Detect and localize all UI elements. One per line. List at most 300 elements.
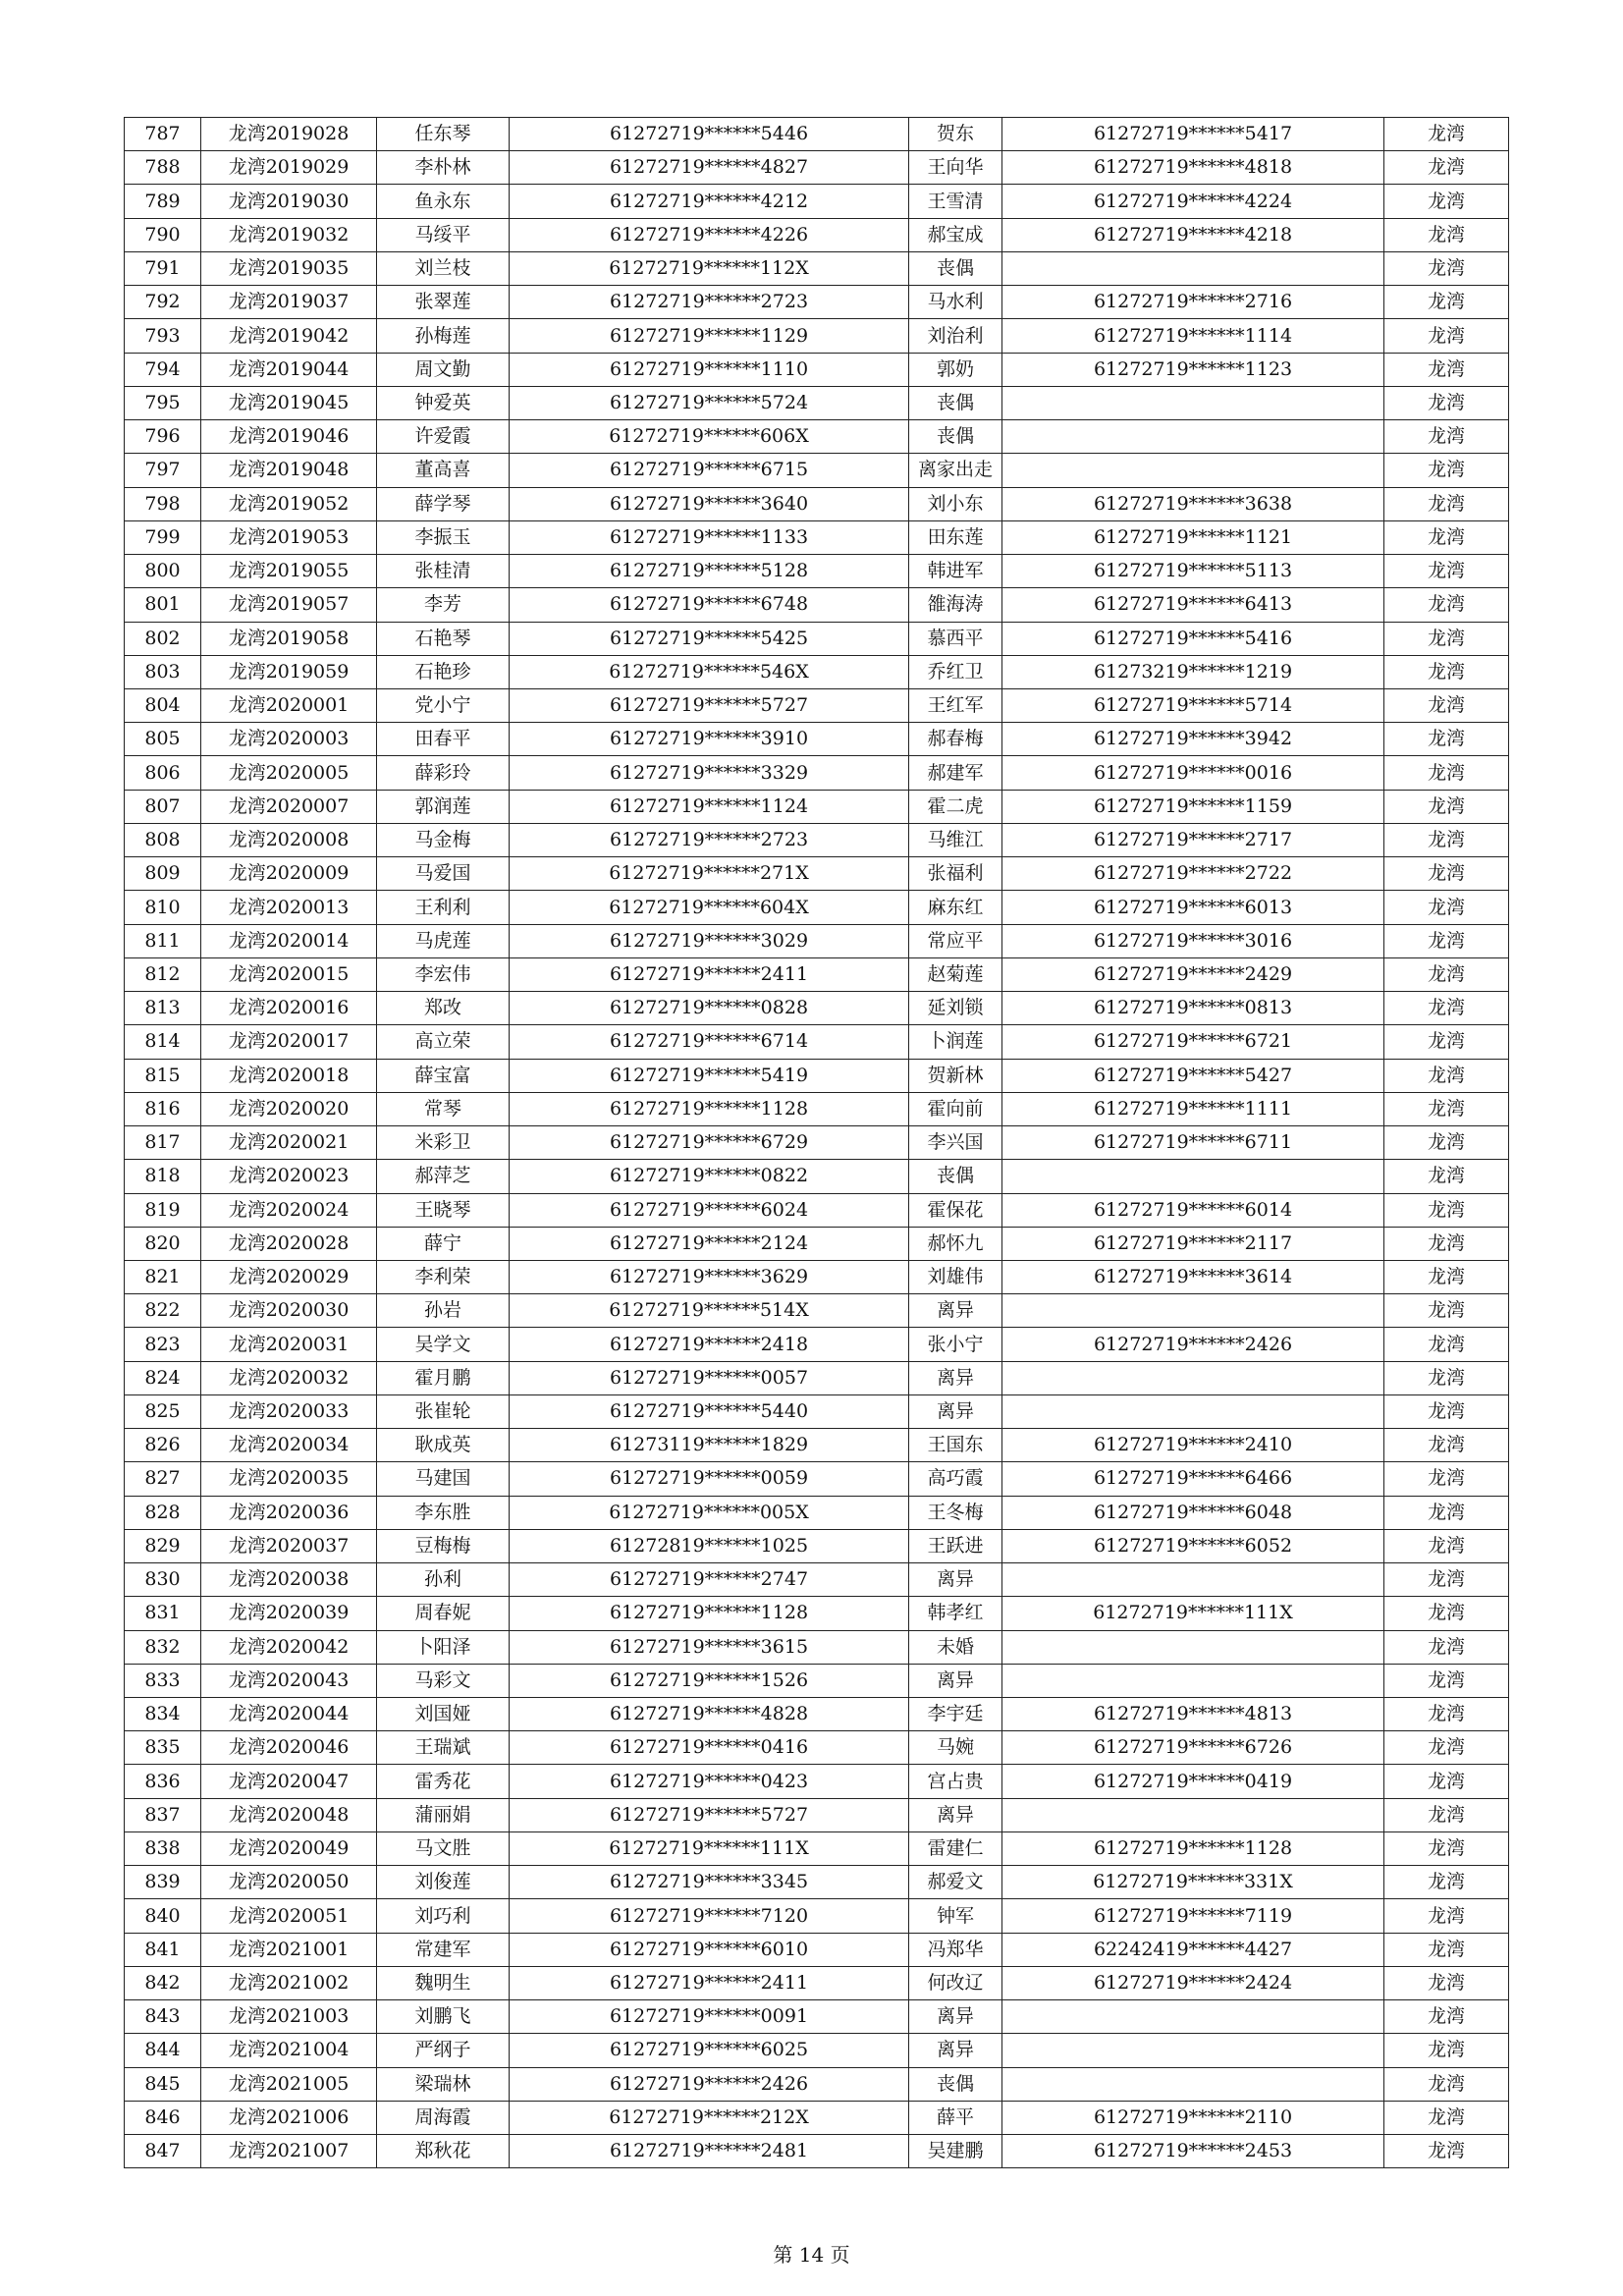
cell-applicant-name: 张翠莲 (377, 286, 510, 319)
cell-applicant-id-number: 61272719******0416 (510, 1731, 909, 1765)
cell-village: 龙湾 (1384, 1462, 1509, 1496)
cell-applicant-name: 董高喜 (377, 454, 510, 487)
cell-spouse-id-number: 61272719******331X (1002, 1866, 1384, 1899)
cell-village: 龙湾 (1384, 723, 1509, 756)
cell-record-id: 龙湾2020047 (201, 1765, 377, 1798)
cell-spouse-or-status: 马婉 (909, 1731, 1002, 1765)
cell-record-id: 龙湾2019028 (201, 118, 377, 151)
cell-spouse-id-number: 61272719******1123 (1002, 353, 1384, 386)
table-row (125, 1193, 1509, 1227)
cell-spouse-or-status: 赵菊莲 (909, 957, 1002, 991)
cell-record-id: 龙湾2020035 (201, 1462, 377, 1496)
cell-spouse-or-status: 郝春梅 (909, 723, 1002, 756)
cell-row-number: 810 (125, 891, 201, 924)
cell-record-id: 龙湾2019057 (201, 588, 377, 622)
cell-row-number: 844 (125, 2034, 201, 2067)
cell-spouse-id-number: 61272719******1111 (1002, 1092, 1384, 1125)
cell-village: 龙湾 (1384, 2034, 1509, 2067)
cell-spouse-or-status: 韩孝红 (909, 1597, 1002, 1630)
cell-village: 龙湾 (1384, 957, 1509, 991)
cell-village: 龙湾 (1384, 1260, 1509, 1293)
cell-spouse-or-status: 贺新林 (909, 1059, 1002, 1092)
cell-spouse-or-status: 王向华 (909, 151, 1002, 185)
cell-applicant-id-number: 61272719******112X (510, 251, 909, 285)
cell-applicant-name: 孙梅莲 (377, 319, 510, 353)
cell-spouse-or-status: 霍二虎 (909, 790, 1002, 823)
cell-record-id: 龙湾2020013 (201, 891, 377, 924)
cell-applicant-id-number: 61272719******0822 (510, 1160, 909, 1193)
cell-applicant-name: 孙岩 (377, 1294, 510, 1328)
cell-village: 龙湾 (1384, 1429, 1509, 1462)
cell-village: 龙湾 (1384, 655, 1509, 688)
cell-applicant-id-number: 61272719******271X (510, 857, 909, 891)
table-row (125, 1092, 1509, 1125)
cell-record-id: 龙湾2019032 (201, 218, 377, 251)
table-row (125, 1765, 1509, 1798)
cell-spouse-id-number (1002, 1563, 1384, 1597)
cell-applicant-id-number: 61272719******1128 (510, 1092, 909, 1125)
cell-spouse-id-number: 61272719******0016 (1002, 756, 1384, 790)
cell-record-id: 龙湾2020016 (201, 992, 377, 1025)
cell-village: 龙湾 (1384, 218, 1509, 251)
cell-row-number: 813 (125, 992, 201, 1025)
cell-applicant-id-number: 61272719******212X (510, 2101, 909, 2134)
cell-village: 龙湾 (1384, 924, 1509, 957)
cell-applicant-id-number: 61272719******1110 (510, 353, 909, 386)
cell-village: 龙湾 (1384, 1630, 1509, 1664)
cell-row-number: 814 (125, 1025, 201, 1059)
cell-row-number: 818 (125, 1160, 201, 1193)
cell-applicant-id-number: 61272719******5727 (510, 1798, 909, 1831)
cell-spouse-id-number: 61272719******2410 (1002, 1429, 1384, 1462)
cell-record-id: 龙湾2020003 (201, 723, 377, 756)
cell-spouse-or-status: 郝宝成 (909, 218, 1002, 251)
cell-applicant-name: 薛宁 (377, 1227, 510, 1260)
cell-applicant-id-number: 61272719******3615 (510, 1630, 909, 1664)
cell-village: 龙湾 (1384, 1563, 1509, 1597)
cell-applicant-id-number: 61272719******3910 (510, 723, 909, 756)
cell-spouse-or-status: 丧偶 (909, 251, 1002, 285)
cell-applicant-id-number: 61272719******2418 (510, 1328, 909, 1361)
cell-village: 龙湾 (1384, 1664, 1509, 1697)
cell-village: 龙湾 (1384, 1831, 1509, 1865)
cell-spouse-id-number (1002, 386, 1384, 419)
cell-applicant-name: 蒲丽娟 (377, 1798, 510, 1831)
cell-spouse-or-status: 麻东红 (909, 891, 1002, 924)
cell-applicant-name: 雷秀花 (377, 1765, 510, 1798)
cell-record-id: 龙湾2019029 (201, 151, 377, 185)
table-row (125, 1899, 1509, 1933)
cell-spouse-or-status: 离异 (909, 1394, 1002, 1428)
cell-record-id: 龙湾2019055 (201, 555, 377, 588)
cell-row-number: 819 (125, 1193, 201, 1227)
table-row (125, 2067, 1509, 2101)
cell-village: 龙湾 (1384, 857, 1509, 891)
cell-spouse-id-number (1002, 1630, 1384, 1664)
cell-row-number: 825 (125, 1394, 201, 1428)
table-row (125, 2000, 1509, 2034)
cell-spouse-id-number (1002, 1361, 1384, 1394)
cell-spouse-id-number: 61272719******6048 (1002, 1496, 1384, 1529)
table-row (125, 487, 1509, 520)
cell-row-number: 811 (125, 924, 201, 957)
cell-spouse-id-number: 61272719******3614 (1002, 1260, 1384, 1293)
cell-applicant-name: 薛宝富 (377, 1059, 510, 1092)
cell-village: 龙湾 (1384, 790, 1509, 823)
cell-applicant-id-number: 61272719******3640 (510, 487, 909, 520)
cell-row-number: 794 (125, 353, 201, 386)
cell-record-id: 龙湾2021007 (201, 2135, 377, 2168)
cell-spouse-id-number: 61272719******7119 (1002, 1899, 1384, 1933)
table-row (125, 1698, 1509, 1731)
cell-spouse-id-number: 61272719******2429 (1002, 957, 1384, 991)
cell-spouse-id-number: 61272719******1114 (1002, 319, 1384, 353)
cell-row-number: 791 (125, 251, 201, 285)
cell-spouse-or-status: 高巧霞 (909, 1462, 1002, 1496)
table-row (125, 151, 1509, 185)
cell-applicant-id-number: 61272719******005X (510, 1496, 909, 1529)
cell-applicant-id-number: 61272719******0059 (510, 1462, 909, 1496)
cell-row-number: 812 (125, 957, 201, 991)
cell-applicant-id-number: 61272719******1129 (510, 319, 909, 353)
table-row (125, 1563, 1509, 1597)
cell-spouse-or-status: 郭奶 (909, 353, 1002, 386)
cell-record-id: 龙湾2020007 (201, 790, 377, 823)
cell-spouse-or-status: 离异 (909, 2034, 1002, 2067)
cell-spouse-id-number: 61272719******6413 (1002, 588, 1384, 622)
cell-spouse-id-number (1002, 1664, 1384, 1697)
cell-applicant-name: 刘国娅 (377, 1698, 510, 1731)
cell-village: 龙湾 (1384, 1294, 1509, 1328)
records-table (124, 117, 1509, 2168)
table-row (125, 622, 1509, 655)
cell-applicant-name: 吴学文 (377, 1328, 510, 1361)
cell-spouse-id-number (1002, 251, 1384, 285)
cell-applicant-name: 李芳 (377, 588, 510, 622)
table-row (125, 1496, 1509, 1529)
cell-applicant-name: 薛学琴 (377, 487, 510, 520)
cell-village: 龙湾 (1384, 1193, 1509, 1227)
cell-spouse-or-status: 丧偶 (909, 2067, 1002, 2101)
cell-spouse-id-number: 61272719******4813 (1002, 1698, 1384, 1731)
cell-village: 龙湾 (1384, 1092, 1509, 1125)
cell-applicant-name: 马爱国 (377, 857, 510, 891)
cell-village: 龙湾 (1384, 286, 1509, 319)
cell-record-id: 龙湾2019058 (201, 622, 377, 655)
cell-applicant-id-number: 61272719******2747 (510, 1563, 909, 1597)
cell-applicant-id-number: 61272719******0828 (510, 992, 909, 1025)
table-row (125, 420, 1509, 454)
cell-applicant-id-number: 61272719******514X (510, 1294, 909, 1328)
cell-applicant-id-number: 61272719******1526 (510, 1664, 909, 1697)
cell-record-id: 龙湾2020029 (201, 1260, 377, 1293)
table-row (125, 1126, 1509, 1160)
cell-record-id: 龙湾2021003 (201, 2000, 377, 2034)
cell-applicant-name: 周海霞 (377, 2101, 510, 2134)
cell-spouse-or-status: 郝建军 (909, 756, 1002, 790)
table-row (125, 1597, 1509, 1630)
cell-village: 龙湾 (1384, 185, 1509, 218)
table-row (125, 1394, 1509, 1428)
table-row (125, 924, 1509, 957)
cell-spouse-id-number (1002, 454, 1384, 487)
cell-spouse-id-number: 61272719******0813 (1002, 992, 1384, 1025)
cell-row-number: 845 (125, 2067, 201, 2101)
cell-row-number: 799 (125, 520, 201, 554)
cell-row-number: 803 (125, 655, 201, 688)
table-row (125, 857, 1509, 891)
cell-record-id: 龙湾2020028 (201, 1227, 377, 1260)
cell-village: 龙湾 (1384, 588, 1509, 622)
cell-applicant-id-number: 61272719******6748 (510, 588, 909, 622)
cell-spouse-or-status: 离异 (909, 1664, 1002, 1697)
cell-spouse-id-number: 61272719******2453 (1002, 2135, 1384, 2168)
cell-row-number: 831 (125, 1597, 201, 1630)
cell-applicant-id-number: 61272719******6010 (510, 1933, 909, 1966)
cell-record-id: 龙湾2020034 (201, 1429, 377, 1462)
cell-applicant-id-number: 61272719******111X (510, 1831, 909, 1865)
cell-applicant-id-number: 61272719******1128 (510, 1597, 909, 1630)
table-row (125, 520, 1509, 554)
table-row (125, 1260, 1509, 1293)
cell-spouse-or-status: 延刘锁 (909, 992, 1002, 1025)
cell-village: 龙湾 (1384, 319, 1509, 353)
cell-spouse-or-status: 贺东 (909, 118, 1002, 151)
cell-village: 龙湾 (1384, 1361, 1509, 1394)
cell-record-id: 龙湾2020033 (201, 1394, 377, 1428)
cell-spouse-id-number: 61272719******2717 (1002, 823, 1384, 856)
cell-record-id: 龙湾2019048 (201, 454, 377, 487)
table-row (125, 1294, 1509, 1328)
table-row (125, 655, 1509, 688)
cell-applicant-name: 李振玉 (377, 520, 510, 554)
cell-applicant-name: 张桂清 (377, 555, 510, 588)
table-row (125, 218, 1509, 251)
cell-row-number: 824 (125, 1361, 201, 1394)
cell-applicant-id-number: 61272719******5440 (510, 1394, 909, 1428)
cell-spouse-or-status: 王国东 (909, 1429, 1002, 1462)
table-row (125, 2101, 1509, 2134)
cell-applicant-name: 耿成英 (377, 1429, 510, 1462)
cell-applicant-name: 严纲子 (377, 2034, 510, 2067)
cell-applicant-id-number: 61272719******4828 (510, 1698, 909, 1731)
cell-applicant-name: 米彩卫 (377, 1126, 510, 1160)
cell-record-id: 龙湾2020017 (201, 1025, 377, 1059)
cell-spouse-id-number: 61272719******2424 (1002, 1966, 1384, 1999)
cell-applicant-id-number: 61272719******2481 (510, 2135, 909, 2168)
cell-row-number: 817 (125, 1126, 201, 1160)
cell-spouse-id-number: 61272719******6466 (1002, 1462, 1384, 1496)
cell-applicant-name: 张崔轮 (377, 1394, 510, 1428)
cell-record-id: 龙湾2020044 (201, 1698, 377, 1731)
cell-applicant-id-number: 61273119******1829 (510, 1429, 909, 1462)
cell-row-number: 816 (125, 1092, 201, 1125)
cell-applicant-id-number: 61272719******2426 (510, 2067, 909, 2101)
cell-applicant-name: 高立荣 (377, 1025, 510, 1059)
cell-village: 龙湾 (1384, 1966, 1509, 1999)
cell-row-number: 847 (125, 2135, 201, 2168)
cell-record-id: 龙湾2020030 (201, 1294, 377, 1328)
cell-applicant-name: 薛彩玲 (377, 756, 510, 790)
cell-village: 龙湾 (1384, 118, 1509, 151)
cell-applicant-id-number: 61272719******0091 (510, 2000, 909, 2034)
cell-record-id: 龙湾2021001 (201, 1933, 377, 1966)
cell-applicant-name: 王瑞斌 (377, 1731, 510, 1765)
cell-village: 龙湾 (1384, 520, 1509, 554)
cell-applicant-name: 魏明生 (377, 1966, 510, 1999)
cell-applicant-id-number: 61272719******4212 (510, 185, 909, 218)
cell-applicant-name: 马虎莲 (377, 924, 510, 957)
table-row (125, 2135, 1509, 2168)
cell-applicant-name: 钟爱英 (377, 386, 510, 419)
cell-spouse-or-status: 薛平 (909, 2101, 1002, 2134)
cell-village: 龙湾 (1384, 1496, 1509, 1529)
cell-row-number: 830 (125, 1563, 201, 1597)
cell-village: 龙湾 (1384, 2135, 1509, 2168)
cell-spouse-id-number: 61272719******5427 (1002, 1059, 1384, 1092)
cell-applicant-name: 许爱霞 (377, 420, 510, 454)
cell-village: 龙湾 (1384, 555, 1509, 588)
cell-applicant-name: 李宏伟 (377, 957, 510, 991)
cell-spouse-or-status: 何改辽 (909, 1966, 1002, 1999)
cell-spouse-id-number: 61272719******6013 (1002, 891, 1384, 924)
cell-record-id: 龙湾2020038 (201, 1563, 377, 1597)
cell-spouse-id-number: 61272719******1128 (1002, 1831, 1384, 1865)
cell-applicant-name: 马绥平 (377, 218, 510, 251)
cell-applicant-id-number: 61272719******2723 (510, 823, 909, 856)
cell-applicant-id-number: 61272719******546X (510, 655, 909, 688)
cell-village: 龙湾 (1384, 1394, 1509, 1428)
cell-row-number: 797 (125, 454, 201, 487)
records-table-body (125, 118, 1509, 2168)
cell-spouse-id-number: 61272719******2110 (1002, 2101, 1384, 2134)
table-row (125, 756, 1509, 790)
cell-spouse-id-number: 61272719******2426 (1002, 1328, 1384, 1361)
table-row (125, 2034, 1509, 2067)
cell-spouse-id-number: 61272719******6052 (1002, 1529, 1384, 1562)
cell-applicant-id-number: 61272719******4827 (510, 151, 909, 185)
cell-row-number: 828 (125, 1496, 201, 1529)
table-row (125, 790, 1509, 823)
cell-spouse-id-number: 61272719******2716 (1002, 286, 1384, 319)
cell-spouse-id-number (1002, 420, 1384, 454)
cell-spouse-id-number: 61272719******3942 (1002, 723, 1384, 756)
cell-applicant-name: 马金梅 (377, 823, 510, 856)
table-row (125, 992, 1509, 1025)
cell-applicant-id-number: 61272719******2723 (510, 286, 909, 319)
cell-village: 龙湾 (1384, 386, 1509, 419)
cell-applicant-name: 郭润莲 (377, 790, 510, 823)
cell-record-id: 龙湾2020015 (201, 957, 377, 991)
cell-applicant-name: 梁瑞林 (377, 2067, 510, 2101)
cell-spouse-or-status: 丧偶 (909, 420, 1002, 454)
cell-row-number: 832 (125, 1630, 201, 1664)
cell-row-number: 815 (125, 1059, 201, 1092)
cell-row-number: 838 (125, 1831, 201, 1865)
cell-applicant-id-number: 61272719******1133 (510, 520, 909, 554)
cell-spouse-id-number: 61272719******2722 (1002, 857, 1384, 891)
cell-spouse-or-status: 乔红卫 (909, 655, 1002, 688)
cell-row-number: 836 (125, 1765, 201, 1798)
cell-spouse-or-status: 郝爱文 (909, 1866, 1002, 1899)
cell-spouse-or-status: 吴建鹏 (909, 2135, 1002, 2168)
cell-spouse-or-status: 韩进军 (909, 555, 1002, 588)
cell-spouse-id-number (1002, 1798, 1384, 1831)
cell-spouse-or-status: 霍保花 (909, 1193, 1002, 1227)
cell-applicant-id-number: 61272719******5128 (510, 555, 909, 588)
table-row (125, 185, 1509, 218)
cell-applicant-name: 刘鹏飞 (377, 2000, 510, 2034)
cell-spouse-or-status: 离家出走 (909, 454, 1002, 487)
cell-village: 龙湾 (1384, 622, 1509, 655)
cell-applicant-id-number: 61272719******5425 (510, 622, 909, 655)
cell-record-id: 龙湾2021004 (201, 2034, 377, 2067)
cell-spouse-or-status: 王冬梅 (909, 1496, 1002, 1529)
cell-record-id: 龙湾2020020 (201, 1092, 377, 1125)
cell-applicant-id-number: 61272719******3329 (510, 756, 909, 790)
cell-record-id: 龙湾2020005 (201, 756, 377, 790)
cell-row-number: 787 (125, 118, 201, 151)
page-number: 第 14 页 (773, 2243, 850, 2267)
table-row (125, 1160, 1509, 1193)
cell-applicant-id-number: 61272719******4226 (510, 218, 909, 251)
cell-village: 龙湾 (1384, 420, 1509, 454)
cell-record-id: 龙湾2020050 (201, 1866, 377, 1899)
cell-applicant-name: 刘俊莲 (377, 1866, 510, 1899)
cell-applicant-name: 豆梅梅 (377, 1529, 510, 1562)
cell-applicant-name: 卜阳泽 (377, 1630, 510, 1664)
cell-row-number: 807 (125, 790, 201, 823)
cell-spouse-id-number: 61272719******0419 (1002, 1765, 1384, 1798)
cell-applicant-id-number: 61272719******6729 (510, 1126, 909, 1160)
cell-village: 龙湾 (1384, 1866, 1509, 1899)
cell-spouse-or-status: 马维江 (909, 823, 1002, 856)
cell-row-number: 827 (125, 1462, 201, 1496)
cell-applicant-id-number: 61272719******0057 (510, 1361, 909, 1394)
cell-row-number: 837 (125, 1798, 201, 1831)
cell-spouse-or-status: 丧偶 (909, 1160, 1002, 1193)
cell-row-number: 789 (125, 185, 201, 218)
cell-village: 龙湾 (1384, 454, 1509, 487)
cell-spouse-id-number: 61272719******1121 (1002, 520, 1384, 554)
cell-applicant-name: 马文胜 (377, 1831, 510, 1865)
cell-record-id: 龙湾2021005 (201, 2067, 377, 2101)
cell-applicant-id-number: 61272719******3029 (510, 924, 909, 957)
cell-row-number: 801 (125, 588, 201, 622)
cell-village: 龙湾 (1384, 891, 1509, 924)
cell-spouse-or-status: 离异 (909, 1361, 1002, 1394)
cell-applicant-name: 任东琴 (377, 118, 510, 151)
cell-spouse-id-number: 61272719******3016 (1002, 924, 1384, 957)
cell-row-number: 826 (125, 1429, 201, 1462)
cell-village: 龙湾 (1384, 1126, 1509, 1160)
cell-spouse-or-status: 田东莲 (909, 520, 1002, 554)
cell-spouse-or-status: 王跃进 (909, 1529, 1002, 1562)
cell-spouse-or-status: 离异 (909, 1563, 1002, 1597)
cell-record-id: 龙湾2020037 (201, 1529, 377, 1562)
cell-village: 龙湾 (1384, 251, 1509, 285)
cell-applicant-id-number: 61272719******7120 (510, 1899, 909, 1933)
cell-spouse-id-number (1002, 1160, 1384, 1193)
cell-applicant-name: 李朴林 (377, 151, 510, 185)
cell-spouse-id-number (1002, 1394, 1384, 1428)
table-row (125, 1630, 1509, 1664)
cell-applicant-id-number: 61272719******5446 (510, 118, 909, 151)
cell-row-number: 798 (125, 487, 201, 520)
cell-spouse-or-status: 慕西平 (909, 622, 1002, 655)
table-row (125, 688, 1509, 722)
cell-row-number: 795 (125, 386, 201, 419)
